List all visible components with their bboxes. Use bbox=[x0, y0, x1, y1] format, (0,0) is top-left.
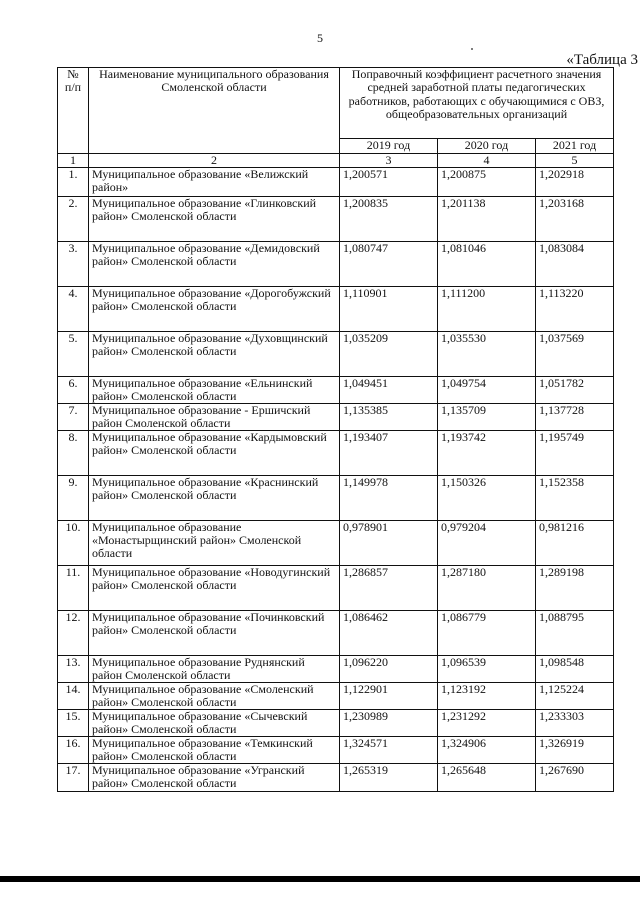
row-number: 1. bbox=[58, 168, 89, 197]
value-2021: 1,289198 bbox=[536, 566, 614, 611]
value-2019: 0,978901 bbox=[340, 521, 438, 566]
value-2019: 1,086462 bbox=[340, 611, 438, 656]
municipality-name: Муниципальное образование «Духовщинский район» Смоленской области bbox=[89, 332, 340, 377]
municipality-name: Муниципальное образование «Сычевский район» Смоленской области bbox=[89, 710, 340, 737]
coefficient-table bbox=[57, 67, 614, 792]
row-number: 10. bbox=[58, 521, 89, 566]
row-number: 11. bbox=[58, 566, 89, 611]
value-2020: 1,193742 bbox=[438, 431, 536, 476]
value-2021: 1,202918 bbox=[536, 168, 614, 197]
table-row bbox=[58, 656, 614, 683]
value-2019: 1,080747 bbox=[340, 242, 438, 287]
value-2020: 1,287180 bbox=[438, 566, 536, 611]
value-2019: 1,122901 bbox=[340, 683, 438, 710]
value-2019: 1,230989 bbox=[340, 710, 438, 737]
municipality-name: Муниципальное образование «Угранский район» Смоленской области bbox=[89, 764, 340, 792]
value-2019: 1,200571 bbox=[340, 168, 438, 197]
value-2021: 1,195749 bbox=[536, 431, 614, 476]
table-caption: «Таблица 3 bbox=[566, 52, 638, 68]
table-row bbox=[58, 710, 614, 737]
scan-edge-bar bbox=[0, 876, 640, 882]
value-2021: 0,981216 bbox=[536, 521, 614, 566]
value-2019: 1,049451 bbox=[340, 377, 438, 404]
row-number: 6. bbox=[58, 377, 89, 404]
municipality-name: Муниципальное образование «Велижский район» bbox=[89, 168, 340, 197]
value-2019: 1,193407 bbox=[340, 431, 438, 476]
header-coefficient: Поправочный коэффициент расчетного значения средней заработной платы педагогических работников, работающих с обучающимися с ОВЗ, общеобразовательных организаций bbox=[340, 68, 614, 139]
value-2021: 1,267690 bbox=[536, 764, 614, 792]
municipality-name: Муниципальное образование «Новодугинский район» Смоленской области bbox=[89, 566, 340, 611]
value-2021: 1,137728 bbox=[536, 404, 614, 431]
value-2021: 1,098548 bbox=[536, 656, 614, 683]
header-name: Наименование муниципального образования Смоленской области bbox=[89, 68, 340, 154]
table-row bbox=[58, 764, 614, 792]
table-row bbox=[58, 377, 614, 404]
value-2019: 1,096220 bbox=[340, 656, 438, 683]
municipality-name: Муниципальное образование Руднянский район Смоленской области bbox=[89, 656, 340, 683]
table-row bbox=[58, 737, 614, 764]
table-row bbox=[58, 476, 614, 521]
value-2019: 1,110901 bbox=[340, 287, 438, 332]
row-number: 14. bbox=[58, 683, 89, 710]
value-2020: 1,265648 bbox=[438, 764, 536, 792]
value-2020: 1,150326 bbox=[438, 476, 536, 521]
header-year-2019: 2019 год bbox=[340, 139, 438, 154]
row-number: 5. bbox=[58, 332, 89, 377]
value-2019: 1,200835 bbox=[340, 197, 438, 242]
table-row bbox=[58, 197, 614, 242]
value-2021: 1,152358 bbox=[536, 476, 614, 521]
row-number: 17. bbox=[58, 764, 89, 792]
table-row bbox=[58, 242, 614, 287]
row-number: 15. bbox=[58, 710, 89, 737]
column-number-4: 4 bbox=[438, 154, 536, 168]
value-2019: 1,286857 bbox=[340, 566, 438, 611]
value-2019: 1,265319 bbox=[340, 764, 438, 792]
row-number: 16. bbox=[58, 737, 89, 764]
value-2021: 1,203168 bbox=[536, 197, 614, 242]
municipality-name: Муниципальное образование - Ершичский район Смоленской области bbox=[89, 404, 340, 431]
value-2020: 1,200875 bbox=[438, 168, 536, 197]
value-2020: 1,201138 bbox=[438, 197, 536, 242]
table-row bbox=[58, 431, 614, 476]
municipality-name: Муниципальное образование «Краснинский район» Смоленской области bbox=[89, 476, 340, 521]
value-2020: 0,979204 bbox=[438, 521, 536, 566]
value-2020: 1,096539 bbox=[438, 656, 536, 683]
value-2020: 1,123192 bbox=[438, 683, 536, 710]
municipality-name: Муниципальное образование «Темкинский район» Смоленской области bbox=[89, 737, 340, 764]
municipality-name: Муниципальное образование «Починковский район» Смоленской области bbox=[89, 611, 340, 656]
table-row bbox=[58, 168, 614, 197]
column-number-3: 3 bbox=[340, 154, 438, 168]
column-number-5: 5 bbox=[536, 154, 614, 168]
value-2019: 1,149978 bbox=[340, 476, 438, 521]
value-2020: 1,049754 bbox=[438, 377, 536, 404]
row-number: 9. bbox=[58, 476, 89, 521]
table-row bbox=[58, 404, 614, 431]
value-2019: 1,324571 bbox=[340, 737, 438, 764]
value-2021: 1,037569 bbox=[536, 332, 614, 377]
value-2020: 1,135709 bbox=[438, 404, 536, 431]
row-number: 2. bbox=[58, 197, 89, 242]
value-2020: 1,111200 bbox=[438, 287, 536, 332]
column-numbers-row bbox=[58, 154, 614, 168]
header-year-2020: 2020 год bbox=[438, 139, 536, 154]
row-number: 13. bbox=[58, 656, 89, 683]
table-row bbox=[58, 287, 614, 332]
table-row bbox=[58, 332, 614, 377]
page-number: 5 bbox=[317, 31, 323, 45]
value-2019: 1,135385 bbox=[340, 404, 438, 431]
value-2021: 1,051782 bbox=[536, 377, 614, 404]
row-number: 3. bbox=[58, 242, 89, 287]
value-2021: 1,088795 bbox=[536, 611, 614, 656]
header-year-2021: 2021 год bbox=[536, 139, 614, 154]
municipality-name: Муниципальное образование «Ельнинский район» Смоленской области bbox=[89, 377, 340, 404]
value-2021: 1,113220 bbox=[536, 287, 614, 332]
value-2021: 1,233303 bbox=[536, 710, 614, 737]
table-row bbox=[58, 611, 614, 656]
value-2020: 1,035530 bbox=[438, 332, 536, 377]
value-2020: 1,086779 bbox=[438, 611, 536, 656]
municipality-name: Муниципальное образование «Смоленский район» Смоленской области bbox=[89, 683, 340, 710]
scan-speck bbox=[471, 48, 473, 50]
header-num: № п/п bbox=[58, 68, 89, 154]
table-row bbox=[58, 521, 614, 566]
column-number-1: 1 bbox=[58, 154, 89, 168]
municipality-name: Муниципальное образование «Глинковский район» Смоленской области bbox=[89, 197, 340, 242]
municipality-name: Муниципальное образование «Монастырщинский район» Смоленской области bbox=[89, 521, 340, 566]
value-2020: 1,081046 bbox=[438, 242, 536, 287]
row-number: 12. bbox=[58, 611, 89, 656]
header-row bbox=[58, 68, 614, 139]
municipality-name: Муниципальное образование «Дорогобужский район» Смоленской области bbox=[89, 287, 340, 332]
row-number: 7. bbox=[58, 404, 89, 431]
table-row bbox=[58, 683, 614, 710]
municipality-name: Муниципальное образование «Демидовский район» Смоленской области bbox=[89, 242, 340, 287]
column-number-2: 2 bbox=[89, 154, 340, 168]
row-number: 4. bbox=[58, 287, 89, 332]
table-row bbox=[58, 566, 614, 611]
value-2020: 1,324906 bbox=[438, 737, 536, 764]
row-number: 8. bbox=[58, 431, 89, 476]
value-2021: 1,083084 bbox=[536, 242, 614, 287]
value-2020: 1,231292 bbox=[438, 710, 536, 737]
municipality-name: Муниципальное образование «Кардымовский район» Смоленской области bbox=[89, 431, 340, 476]
value-2021: 1,326919 bbox=[536, 737, 614, 764]
value-2019: 1,035209 bbox=[340, 332, 438, 377]
value-2021: 1,125224 bbox=[536, 683, 614, 710]
